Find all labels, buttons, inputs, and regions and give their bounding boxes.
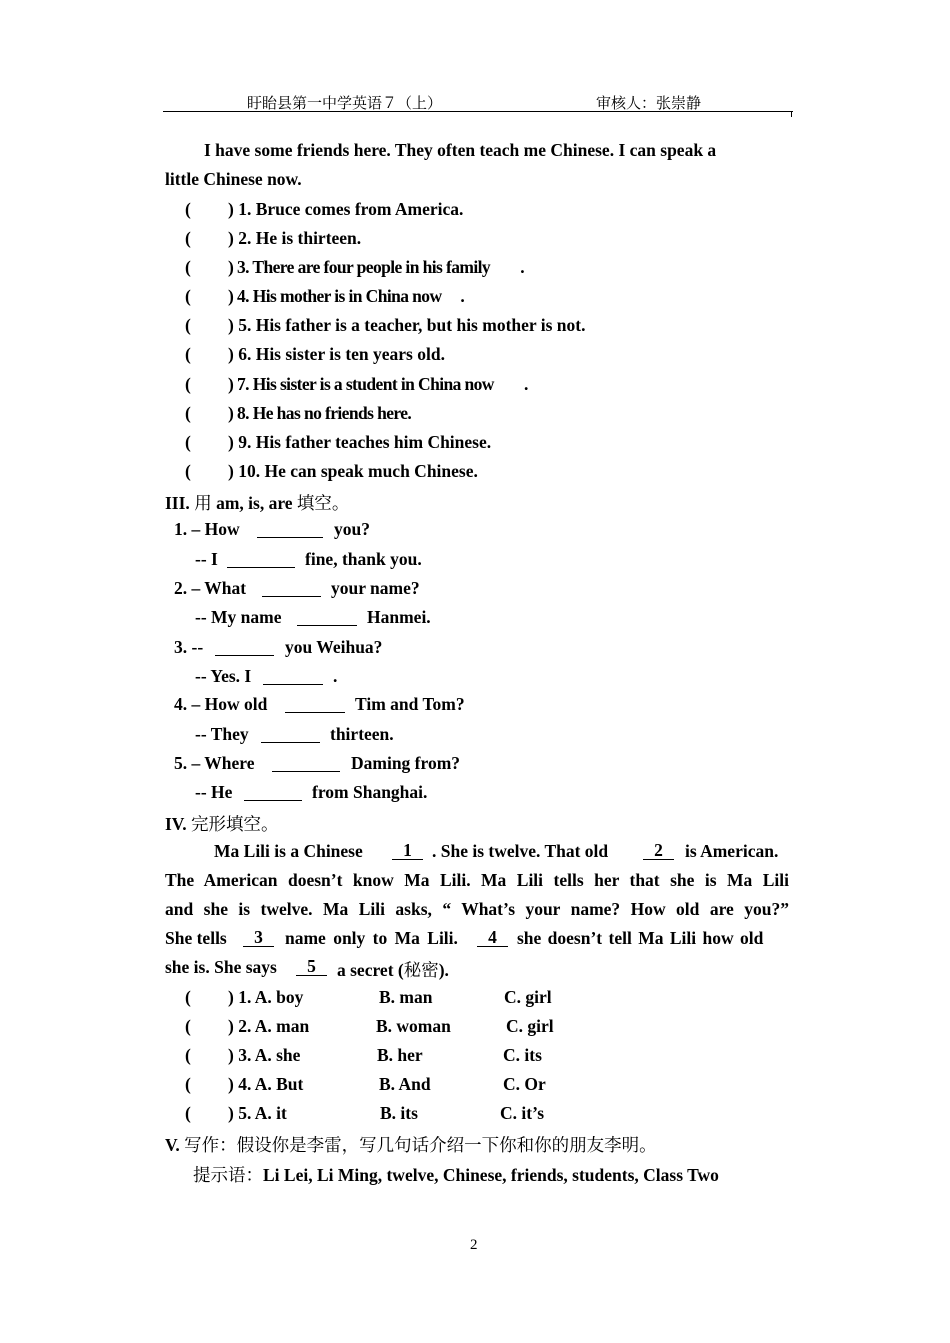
tf-item-text: 3. There are four people in his family . (237, 257, 524, 277)
writing-hint (193, 1162, 719, 1187)
tf-answer-paren[interactable]: ( (185, 344, 191, 364)
tf-answer-paren[interactable]: ( (185, 199, 191, 219)
tf-answer-paren[interactable]: ( (185, 461, 191, 481)
option-c: C. its (503, 1045, 542, 1065)
fill-item-5b-tail: from Shanghai. (312, 782, 428, 802)
option-b: B. And (379, 1074, 431, 1094)
fill-item-4a: 4. – How old (174, 694, 268, 714)
fill-item-1a: 1. – How (174, 519, 240, 539)
cloze-line-3: and she is twelve. Ma Lili asks, “ What’s your name? How old are you?” (165, 899, 789, 919)
fill-item-4a-tail: Tim and Tom? (355, 694, 465, 714)
cloze-blank-4[interactable]: 4 (477, 928, 508, 947)
hint-label: 提示语： (193, 1165, 263, 1185)
cloze-line-1c: is American. (685, 841, 779, 861)
fill-item-2b: -- My name (195, 607, 282, 627)
fill-item-5b: -- He (195, 782, 233, 802)
option-b: B. its (380, 1103, 418, 1123)
option-answer-paren[interactable]: ( (185, 1103, 191, 1123)
option-row-4: ) 4. A. But (228, 1074, 304, 1094)
tf-item-text: 8. He has no friends here. (237, 403, 412, 423)
hint-words: Li Lei, Li Ming, twelve, Chinese, friends, students, Class Two (263, 1165, 719, 1185)
tf-answer-paren[interactable]: ( (185, 432, 191, 452)
option-b: B. woman (376, 1016, 451, 1036)
tf-answer-paren[interactable]: ( (185, 228, 191, 248)
cloze-blank-5[interactable]: 5 (296, 957, 327, 976)
fill-item-1b-tail: fine, thank you. (305, 549, 422, 569)
blank-input[interactable] (227, 552, 295, 568)
option-row-1: ) 1. A. boy (228, 987, 304, 1007)
passage-line-1: I have some friends here. They often teach me Chinese. I can speak a (204, 140, 717, 160)
section-title: 写作：假设你是李雷，写几句话介绍一下你和你的朋友李明。 (184, 1135, 657, 1155)
tf-item-text: 9. His father teaches him Chinese. (238, 432, 492, 452)
fill-item-5a: 5. – Where (174, 753, 255, 773)
tf-item-6: ) 6. His sister is ten years old. (228, 344, 445, 364)
header-reviewer: 审核人：张崇静 (596, 96, 702, 112)
fill-item-1b: -- I (195, 549, 218, 569)
option-c: C. girl (504, 987, 552, 1007)
section-title-tail: 填空。 (296, 493, 350, 513)
option-answer-paren[interactable]: ( (185, 1074, 191, 1094)
tf-item-text: 10. He can speak much Chinese. (238, 461, 478, 481)
tf-answer-paren[interactable]: ( (185, 403, 191, 423)
tf-item-9: ) 9. His father teaches him Chinese. (228, 432, 492, 452)
tf-answer-paren[interactable]: ( (185, 374, 191, 394)
tf-item-text: 6. His sister is ten years old. (238, 344, 445, 364)
tf-item-1: ) 1. Bruce comes from America. (228, 199, 464, 219)
blank-input[interactable] (257, 522, 323, 538)
blank-input[interactable] (244, 785, 302, 801)
tf-item-4: ) 4. His mother is in China now . (228, 286, 465, 306)
tf-answer-paren[interactable]: ( (185, 286, 191, 306)
tf-item-text: 5. His father is a teacher, but his mother is not. (238, 315, 586, 335)
blank-input[interactable] (285, 697, 345, 713)
fill-item-3b: -- Yes. I (195, 666, 252, 686)
section-number: IV. (165, 814, 187, 834)
fill-item-4b-tail: thirteen. (330, 724, 394, 744)
option-row-2: ) 2. A. man (228, 1016, 310, 1036)
cloze-blank-2[interactable]: 2 (643, 841, 674, 860)
blank-input[interactable] (263, 669, 323, 685)
fill-item-4b: -- They (195, 724, 249, 744)
option-answer-paren[interactable]: ( (185, 987, 191, 1007)
header-rule (163, 111, 793, 112)
option-answer-paren[interactable]: ( (185, 1045, 191, 1065)
cloze-blank-3[interactable]: 3 (243, 928, 274, 947)
tf-item-7: ) 7. His sister is a student in China now . (228, 374, 528, 394)
cloze-line-1a: Ma Lili is a Chinese (214, 841, 363, 861)
header-school: 盱眙县第一中学英语７（上） (247, 96, 443, 112)
section-words: am, is, are (216, 493, 293, 513)
tf-item-10: ) 10. He can speak much Chinese. (228, 461, 478, 481)
cloze-line-4c: she doesn’t tell Ma Lili how old (517, 928, 764, 948)
fill-item-2a-tail: your name? (331, 578, 420, 598)
tf-item-text: 2. He is thirteen. (238, 228, 362, 248)
fill-item-2a: 2. – What (174, 578, 247, 598)
passage-line-2: little Chinese now. (165, 169, 302, 189)
tf-item-5: ) 5. His father is a teacher, but his mother is not. (228, 315, 586, 335)
option-b: B. man (379, 987, 433, 1007)
blank-input[interactable] (261, 727, 320, 743)
fill-item-2b-tail: Hanmei. (367, 607, 431, 627)
tf-item-text: 7. His sister is a student in China now . (237, 374, 528, 394)
blank-input[interactable] (262, 581, 321, 597)
cloze-line-5b: a secret (秘密). (337, 960, 449, 980)
tf-item-3: ) 3. There are four people in his family . (228, 257, 524, 277)
tf-item-2: ) 2. He is thirteen. (228, 228, 362, 248)
option-b: B. her (377, 1045, 423, 1065)
section-5-heading (165, 1132, 657, 1157)
section-title: 完形填空。 (190, 814, 279, 834)
section-number: V. (165, 1135, 180, 1155)
fill-item-3b-tail: . (333, 666, 338, 686)
blank-input[interactable] (297, 610, 357, 626)
tf-answer-paren[interactable]: ( (185, 315, 191, 335)
option-c: C. Or (503, 1074, 546, 1094)
option-row-5: ) 5. A. it (228, 1103, 287, 1123)
tf-item-text: 4. His mother is in China now . (237, 286, 465, 306)
cloze-line-1b: . She is twelve. That old (432, 841, 609, 861)
blank-input[interactable] (215, 640, 274, 656)
fill-item-1a-tail: you? (334, 519, 370, 539)
page-number: 2 (470, 1237, 478, 1253)
fill-item-5a-tail: Daming from? (351, 753, 461, 773)
fill-item-3a: 3. -- (174, 637, 204, 657)
cloze-line-5a: she is. She says (165, 957, 277, 977)
section-number: III. (165, 493, 190, 513)
option-c: C. it’s (500, 1103, 545, 1123)
cloze-line-2: The American doesn’t know Ma Lili. Ma Lili tells her that she is Ma Lili (165, 870, 789, 890)
tf-item-text: 1. Bruce comes from America. (238, 199, 464, 219)
cloze-blank-1[interactable]: 1 (392, 841, 423, 860)
cloze-line-4a: She tells (165, 928, 227, 948)
option-answer-paren[interactable]: ( (185, 1016, 191, 1036)
option-c: C. girl (506, 1016, 554, 1036)
fill-item-3a-tail: you Weihua? (285, 637, 383, 657)
section-4-heading (165, 811, 278, 836)
header-rule-mark (791, 111, 792, 117)
option-row-3: ) 3. A. she (228, 1045, 301, 1065)
section-3-heading (165, 490, 349, 515)
blank-input[interactable] (272, 756, 340, 772)
tf-answer-paren[interactable]: ( (185, 257, 191, 277)
cloze-line-4b: name only to Ma Lili. (285, 928, 458, 948)
tf-item-8: ) 8. He has no friends here. (228, 403, 412, 423)
section-title: 用 (194, 493, 212, 513)
